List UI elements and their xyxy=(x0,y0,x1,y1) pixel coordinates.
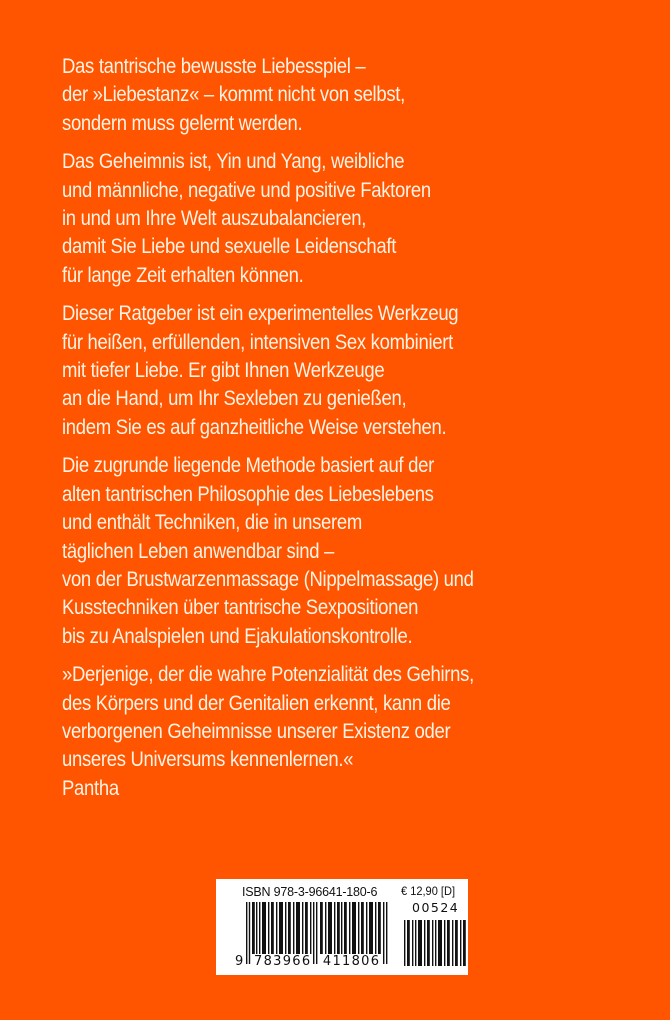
text-line: Kusstechniken über tantrische Sexpositionen xyxy=(62,595,419,620)
ean-digits xyxy=(235,954,380,969)
text-line: von der Brustwarzenmassage (Nippelmassage) und xyxy=(62,566,474,591)
text-line: Das tantrische bewusste Liebesspiel – xyxy=(62,54,366,78)
price-label: € 12,90 [D] xyxy=(401,884,456,898)
text-line: unseres Universums kennenlernen.« xyxy=(62,747,354,772)
paragraph-intro xyxy=(62,52,664,137)
text-line: der »Liebestanz« – kommt nicht von selbst, xyxy=(62,82,405,107)
text-line: und männliche, negative und positive Faktoren xyxy=(62,177,431,202)
back-cover-text xyxy=(62,52,664,812)
text-line: für heißen, erfüllenden, intensiven Sex kombiniert xyxy=(62,329,453,354)
addon-barcode-icon xyxy=(404,920,466,966)
text-line: des Körpers und der Genitalien erkennt, kann die xyxy=(62,690,451,715)
text-line: damit Sie Liebe und sexuelle Leidenschaft xyxy=(62,234,397,259)
text-line: sondern muss gelernt werden. xyxy=(62,110,303,135)
ean-left-group: 783966 xyxy=(254,954,312,969)
text-line: Dieser Ratgeber ist ein experimentelles Werkzeug xyxy=(62,301,459,326)
text-line: bis zu Analspielen und Ejakulationskontrolle. xyxy=(62,623,413,648)
text-line: alten tantrischen Philosophie des Liebeslebens xyxy=(62,481,434,506)
barcode-label xyxy=(216,879,468,975)
quote-author: Pantha xyxy=(62,775,119,800)
text-line: mit tiefer Liebe. Er gibt Ihnen Werkzeuge xyxy=(62,358,385,383)
text-line: »Derjenige, der die wahre Potenzialität des Gehirns, xyxy=(62,662,474,687)
text-line: Die zugrunde liegende Methode basiert auf der xyxy=(62,453,434,478)
isbn-number: ISBN 978-3-96641-180-6 xyxy=(242,885,378,899)
paragraph-guide xyxy=(62,299,664,441)
text-line: an die Hand, um Ihr Sexleben zu genießen, xyxy=(62,386,407,411)
text-line: in und um Ihre Welt auszubalancieren, xyxy=(62,206,367,231)
text-line: täglichen Leben anwendbar sind – xyxy=(62,538,335,563)
text-line: und enthält Techniken, die in unserem xyxy=(62,510,362,535)
text-line: Das Geheimnis ist, Yin und Yang, weibliche xyxy=(62,149,405,174)
text-line: für lange Zeit erhalten können. xyxy=(62,262,304,287)
ean-first-digit: 9 xyxy=(235,954,245,969)
addon-code: 00524 xyxy=(412,900,460,915)
paragraph-secret xyxy=(62,147,664,289)
paragraph-quote xyxy=(62,660,664,802)
paragraph-method xyxy=(62,451,664,650)
text-line: verborgenen Geheimnisse unserer Existenz oder xyxy=(62,718,451,743)
text-line: indem Sie es auf ganzheitliche Weise verstehen. xyxy=(62,414,447,439)
ean-right-group: 411806 xyxy=(322,954,381,969)
